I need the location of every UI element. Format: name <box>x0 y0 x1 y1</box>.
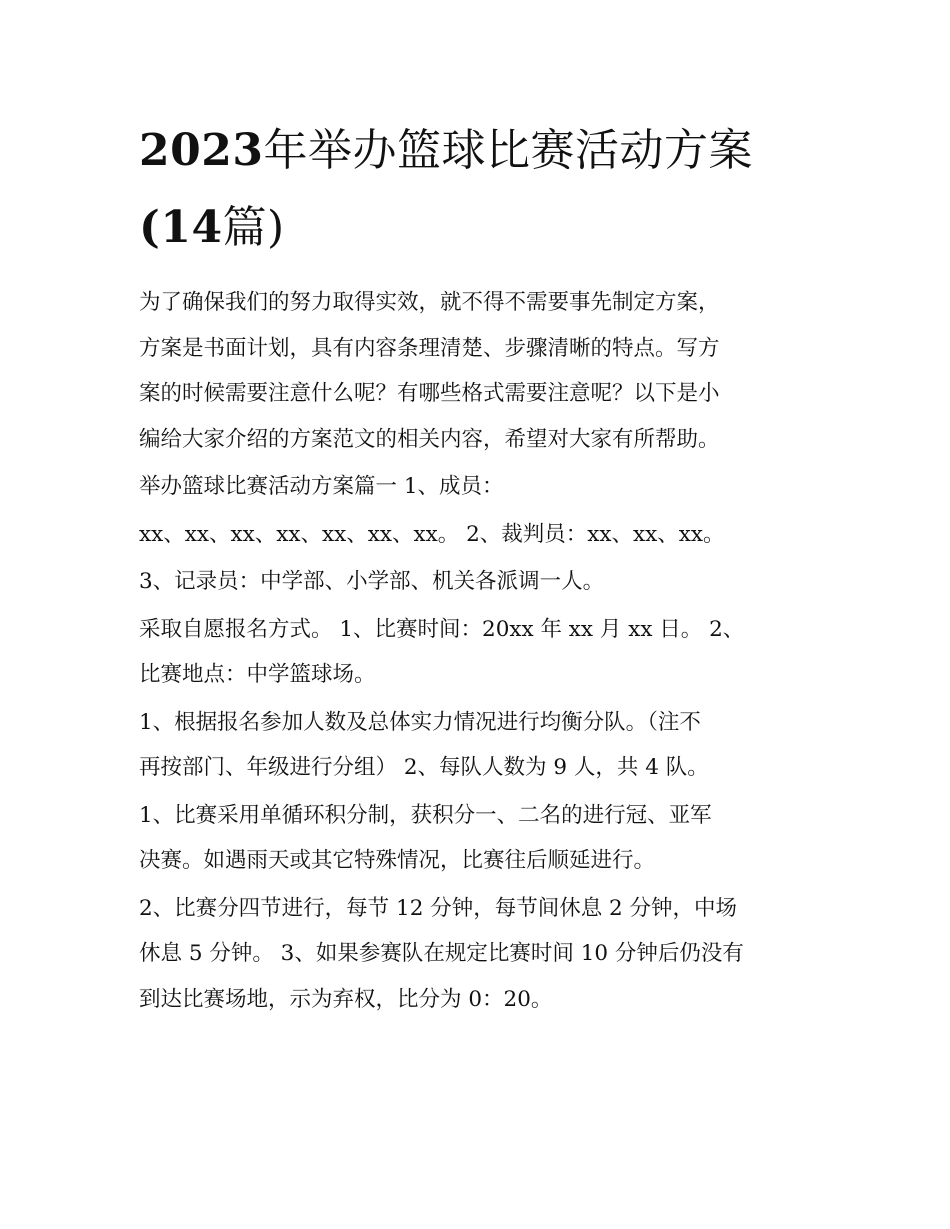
paragraph-rules <box>139 886 829 1023</box>
paragraph-time-place <box>139 607 829 698</box>
title-line2-text: 篇) <box>222 202 285 253</box>
paragraph-line: 举办篮球比赛活动方案篇一 1、成员： <box>139 474 504 499</box>
paragraph-line: 3、记录员：中学部、小学部、机关各派调一人。 <box>139 569 605 594</box>
paragraph-line: 决赛。如遇雨天或其它特殊情况，比赛往后顺延进行。 <box>139 848 656 873</box>
title-open-paren: ( <box>139 202 161 253</box>
paragraph-line: xx、xx、xx、xx、xx、xx、xx。 2、裁判员：xx、xx、xx。 <box>139 521 725 547</box>
paragraph-line: 1、比赛采用单循环积分制，获积分一、二名的进行冠、亚军 <box>139 802 712 828</box>
paragraph-line: 案的时候需要注意什么呢？有哪些格式需要注意呢？以下是小 <box>139 381 720 406</box>
paragraph-line: 采取自愿报名方式。 1、比赛时间：20xx 年 xx 月 xx 日。 2、 <box>139 616 745 642</box>
paragraph-line: 休息 5 分钟。 3、如果参赛队在规定比赛时间 10 分钟后仍没有 <box>139 941 744 966</box>
paragraph-format <box>139 793 829 884</box>
document-body <box>139 280 829 1024</box>
title-year: 2023 <box>139 125 264 176</box>
title-line1-text: 年举办篮球比赛活动方案 <box>263 125 753 176</box>
title-count: 14 <box>160 202 223 253</box>
paragraph-line: 再按部门、年级进行分组） 2、每队人数为 9 人，共 4 队。 <box>139 755 709 780</box>
paragraph-line: 比赛地点：中学篮球场。 <box>139 662 376 687</box>
paragraph-line: 1、根据报名参加人数及总体实力情况进行均衡分队。（注不 <box>139 709 701 735</box>
paragraph-line: 到达比赛场地，示为弃权，比分为 0：20。 <box>139 986 553 1012</box>
paragraph-intro <box>139 280 829 462</box>
document-title <box>139 112 829 266</box>
paragraph-line: 2、比赛分四节进行，每节 12 分钟，每节间休息 2 分钟，中场 <box>139 895 738 921</box>
paragraph-recorder <box>139 559 829 605</box>
paragraph-line: 为了确保我们的努力取得实效，就不得不需要事先制定方案， <box>139 290 720 315</box>
paragraph-teams <box>139 700 829 791</box>
paragraph-line: 编给大家介绍的方案范文的相关内容，希望对大家有所帮助。 <box>139 426 720 452</box>
paragraph-line: 方案是书面计划，具有内容条理清楚、步骤清晰的特点。写方 <box>139 335 720 361</box>
paragraph-members-heading <box>139 464 829 510</box>
paragraph-members-list <box>139 512 829 558</box>
